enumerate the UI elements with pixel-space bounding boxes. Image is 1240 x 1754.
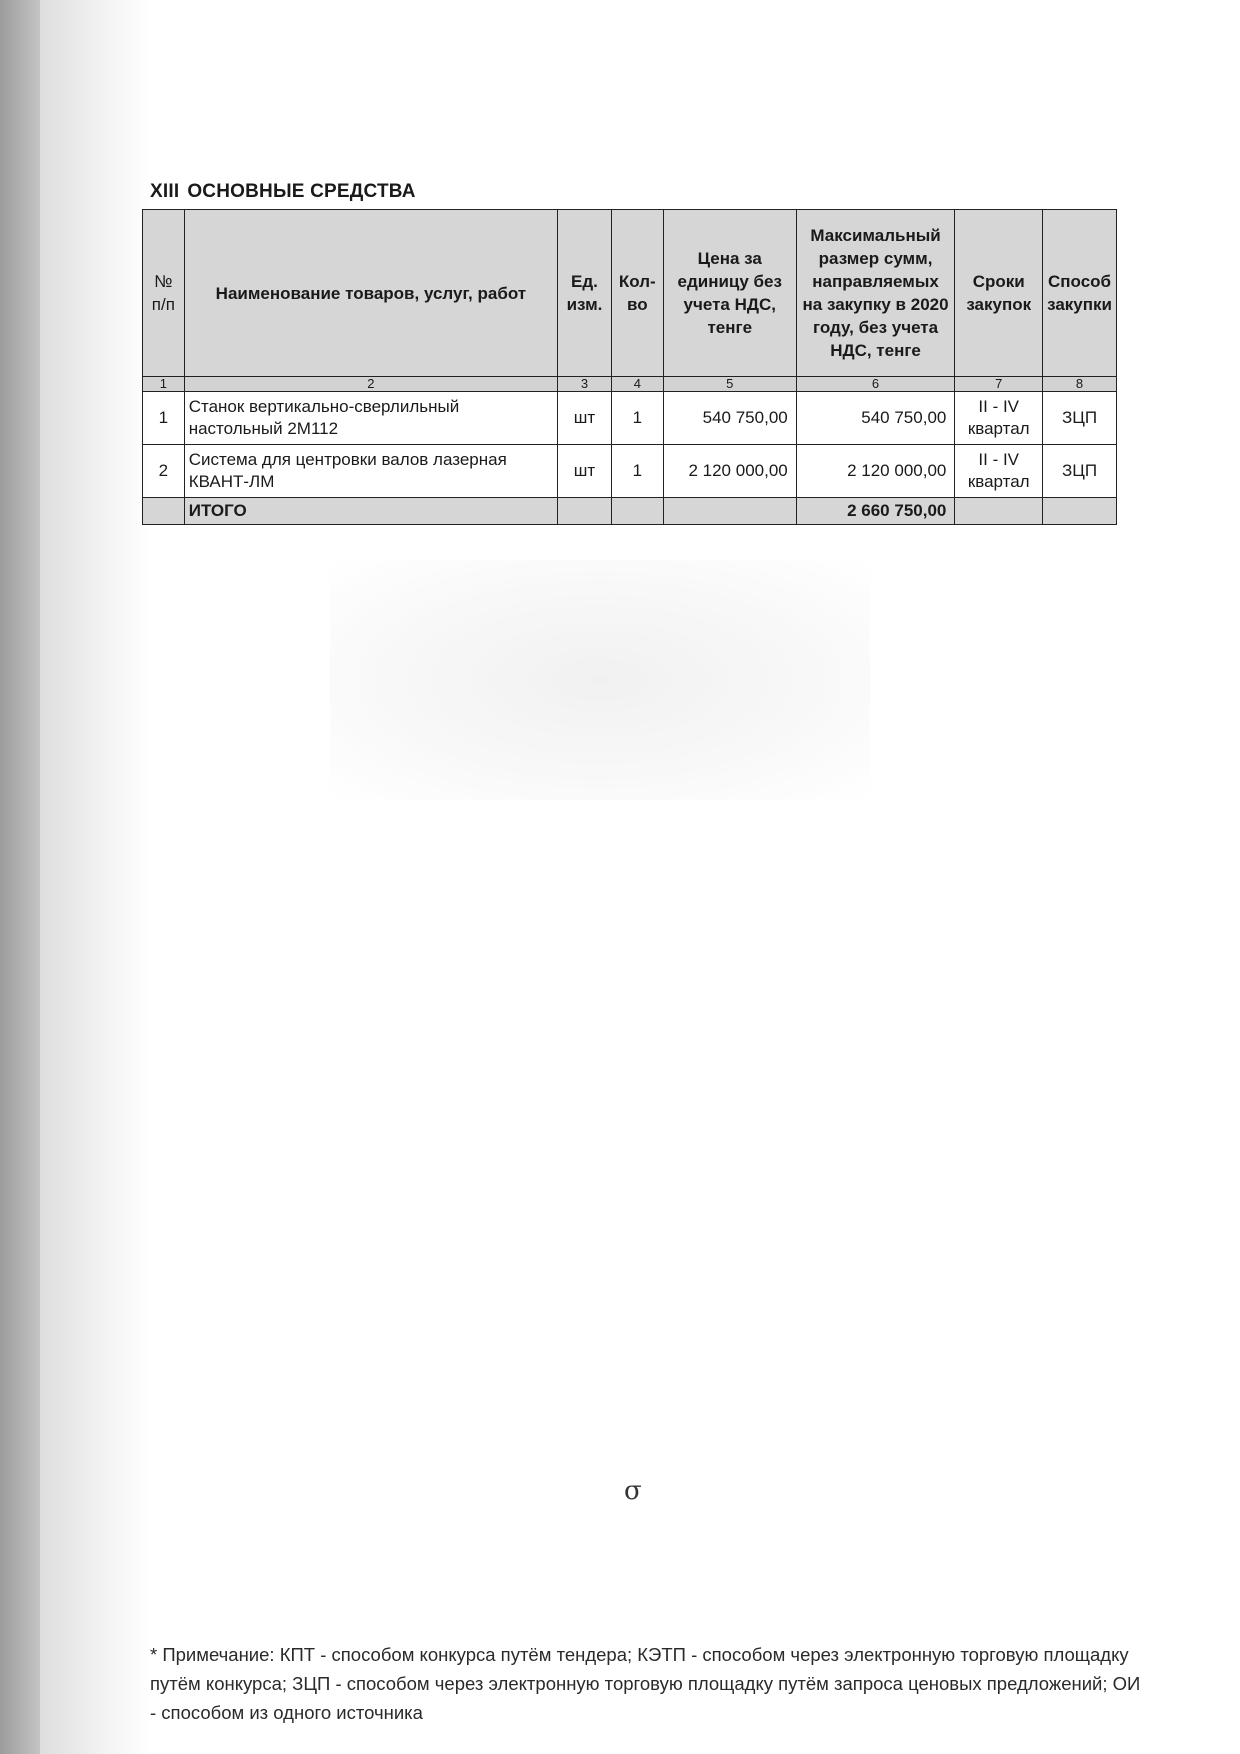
total-row	[143, 498, 1117, 525]
handwritten-mark: σ	[624, 1476, 642, 1506]
row-method: ЗЦП	[1043, 445, 1117, 498]
scan-page-edge	[0, 0, 40, 1754]
column-number: 6	[796, 377, 955, 392]
table-row	[143, 445, 1117, 498]
row-qty: 1	[611, 445, 663, 498]
section-name: ОСНОВНЫЕ СРЕДСТВА	[187, 181, 416, 202]
column-number: 2	[184, 377, 557, 392]
fixed-assets-table	[142, 209, 1117, 525]
section-number: XIII	[150, 181, 180, 202]
row-name: Станок вертикально-сверлильный настольный 2М112	[184, 392, 557, 445]
row-price: 540 750,00	[663, 392, 796, 445]
row-period: II - IV квартал	[955, 445, 1043, 498]
table-row	[143, 392, 1117, 445]
header-num: № п/п	[143, 210, 185, 377]
header-price: Цена за единицу без учета НДС, тенге	[663, 210, 796, 377]
footnote: * Примечание: КПТ - способом конкурса путём тендера; КЭТП - способом через электронную торговую площадку путём конкурса; ЗЦП - способом через электронную торговую площадку путём запроса ценовых предложений; ОИ - способом из одного источника	[150, 1644, 1141, 1723]
row-max-sum: 540 750,00	[796, 392, 955, 445]
column-number: 3	[558, 377, 612, 392]
total-label: ИТОГО	[184, 498, 557, 525]
header-unit: Ед. изм.	[558, 210, 612, 377]
header-period: Сроки закупок	[955, 210, 1043, 377]
row-num: 2	[143, 445, 185, 498]
column-number: 4	[611, 377, 663, 392]
total-empty-cell	[143, 498, 185, 525]
header-row	[143, 210, 1117, 377]
total-empty-cell	[663, 498, 796, 525]
total-empty-cell	[558, 498, 612, 525]
row-num: 1	[143, 392, 185, 445]
column-numbers-row	[143, 377, 1117, 392]
column-number: 1	[143, 377, 185, 392]
row-max-sum: 2 120 000,00	[796, 445, 955, 498]
row-qty: 1	[611, 392, 663, 445]
total-value: 2 660 750,00	[796, 498, 955, 525]
header-qty: Кол-во	[611, 210, 663, 377]
row-price: 2 120 000,00	[663, 445, 796, 498]
column-number: 5	[663, 377, 796, 392]
column-number: 8	[1043, 377, 1117, 392]
column-number: 7	[955, 377, 1043, 392]
header-max: Максимальный размер сумм, направляемых на закупку в 2020 году, без учета НДС, тенге	[796, 210, 955, 377]
row-period: II - IV квартал	[955, 392, 1043, 445]
show-through-stamp-area	[330, 560, 870, 800]
total-empty-cell	[611, 498, 663, 525]
header-name: Наименование товаров, услуг, работ	[184, 210, 557, 377]
row-method: ЗЦП	[1043, 392, 1117, 445]
header-method: Способ закупки	[1043, 210, 1117, 377]
total-empty-cell	[955, 498, 1043, 525]
row-unit: шт	[558, 445, 612, 498]
row-name: Система для центровки валов лазерная КВАНТ-ЛМ	[184, 445, 557, 498]
section-title	[150, 181, 416, 203]
row-unit: шт	[558, 392, 612, 445]
total-empty-cell	[1043, 498, 1117, 525]
